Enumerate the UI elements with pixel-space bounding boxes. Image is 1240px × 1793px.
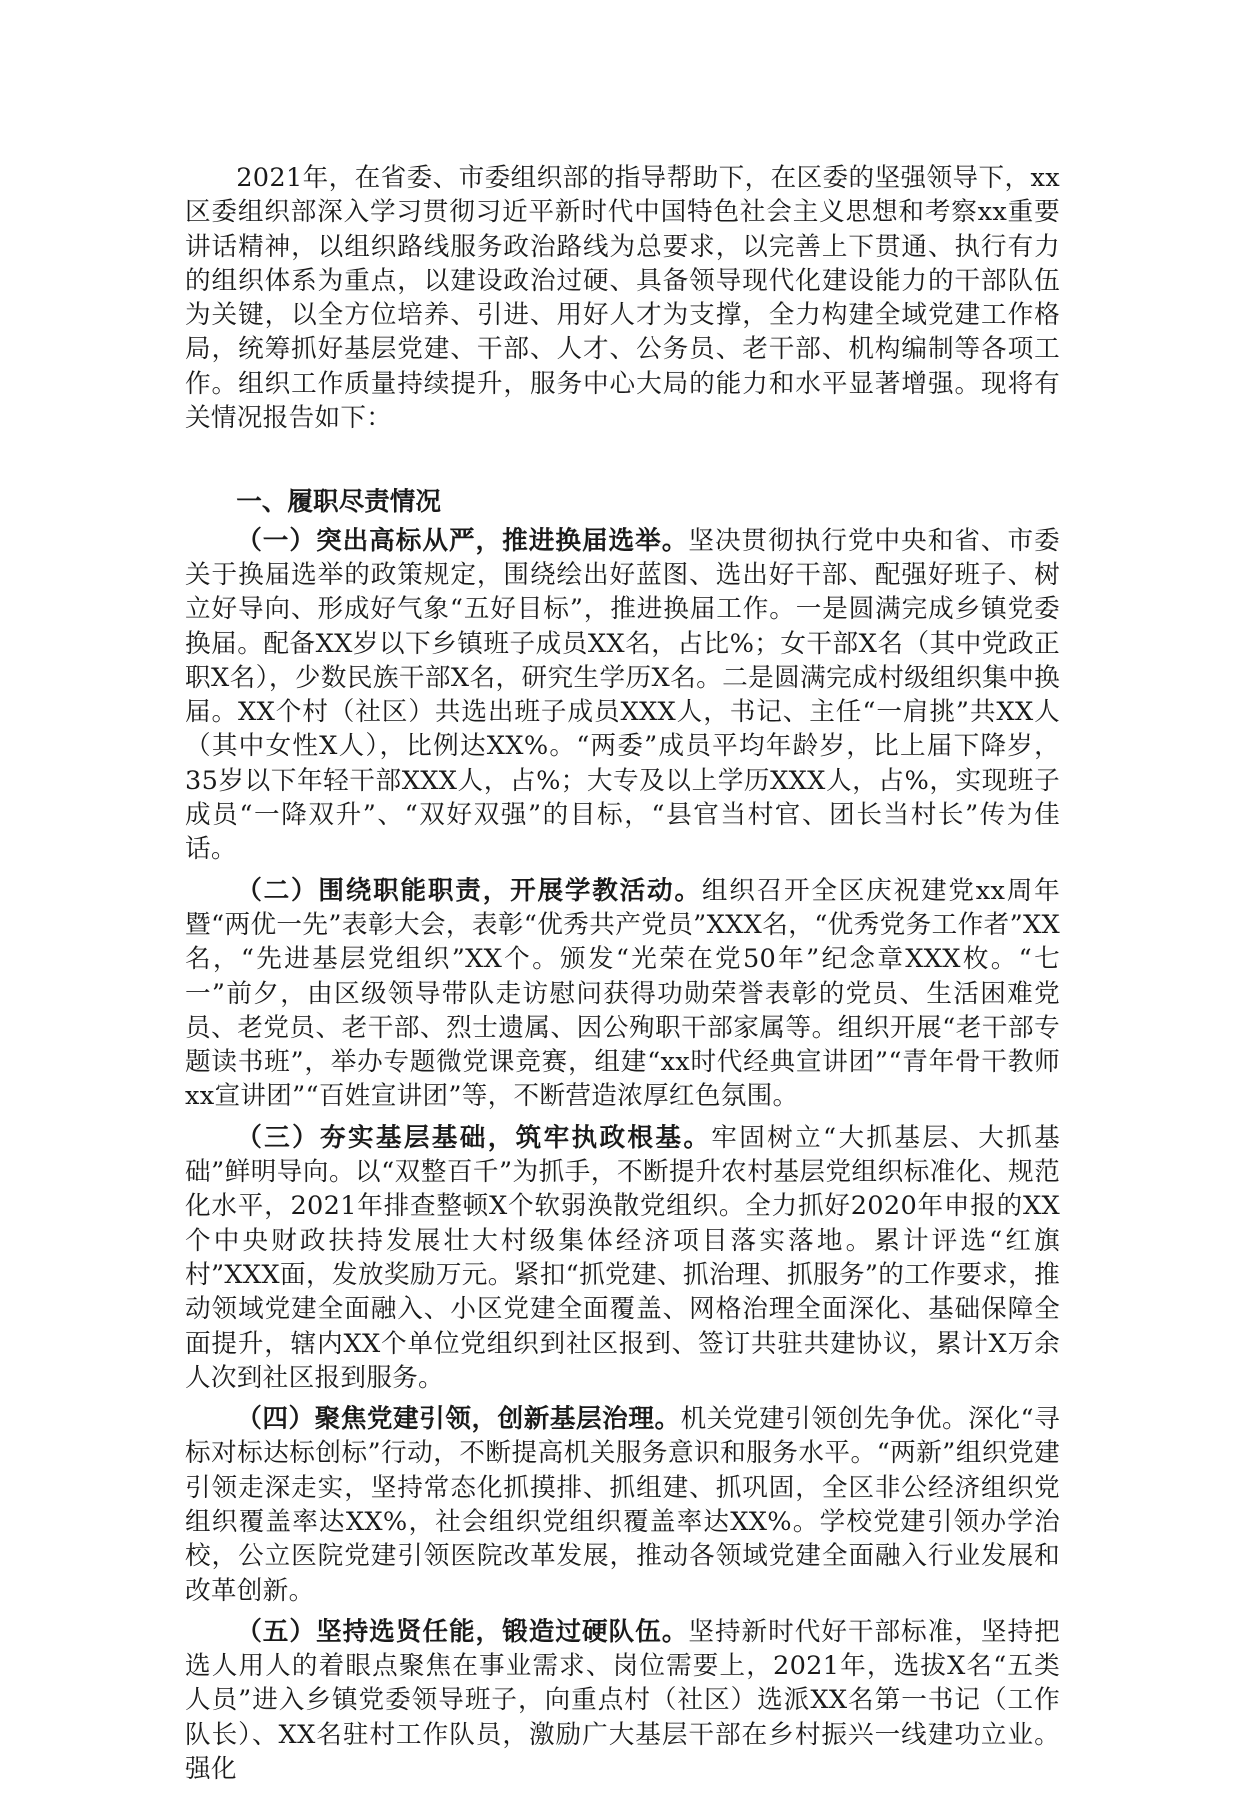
section-paragraph-5 <box>185 1615 1060 1786</box>
document-body <box>185 161 1060 1793</box>
section-paragraph-2 <box>185 874 1060 1114</box>
section-paragraph-3 <box>185 1121 1060 1395</box>
section-heading: 一、履职尽责情况 <box>236 487 441 518</box>
intro-paragraph: 2021年，在省委、市委组织部的指导帮助下，在区委的坚强领导下，xx区委组织部深入学习贯彻习近平新时代中国特色社会主义思想和考察xx重要讲话精神，以组织路线服务政治路线为总要求，以完善上下贯通、执行有力的组织体系为重点，以建设政治过硬、具备领导现代化建设能力的干部队伍为关键，以全方位培养、引进、用好人才为支撑，全力构建全域党建工作格局，统筹抓好基层党建、干部、人才、公务员、老干部、机构编制等各项工作。组织工作质量持续提升，服务中心大局的能力和水平显著增强。现将有关情况报告如下： <box>185 163 1060 434</box>
section-paragraph-4 <box>185 1402 1060 1608</box>
section-body-5: 坚持新时代好干部标准，坚持把选人用人的着眼点聚焦在事业需求、岗位需要上，2021年，选拔X名“五类人员”进入乡镇党委领导班子，向重点村（社区）选派XX名第一书记（工作队长）、XX名驻村工作队员，激励广大基层干部在乡村振兴一线建功立业。强化 <box>185 1616 1060 1785</box>
section-lead-1: （一）突出高标从严，推进换届选举。 <box>236 525 689 556</box>
section-paragraph-1 <box>185 524 1060 867</box>
section-lead-5: （五）坚持选贤任能，锻造过硬队伍。 <box>236 1616 689 1647</box>
section-lead-4: （四）聚焦党建引领，创新基层治理。 <box>236 1404 681 1435</box>
section-body-1: 坚决贯彻执行党中央和省、市委关于换届选举的政策规定，围绕绘出好蓝图、选出好干部、配强好班子、树立好导向、形成好气象“五好目标”，推进换届工作。一是圆满完成乡镇党委换届。配备XX岁以下乡镇班子成员XX名，占比%；女干部X名（其中党政正职X名），少数民族干部X名，研究生学历X名。二是圆满完成村级组织集中换届。XX个村（社区）共选出班子成员XXX人，书记、主任“一肩挑”共XX人（其中女性X人），比例达XX%。“两委”成员平均年龄岁，比上届下降岁，35岁以下年轻干部XXX人，占%；大专及以上学历XXX人，占%，实现班子成员“一降双升”、“双好双强”的目标，“县官当村官、团长当村长”传为佳话。 <box>185 525 1060 865</box>
section-lead-3: （三）夯实基层基础，筑牢执政根基。 <box>236 1122 712 1153</box>
section-lead-2: （二）围绕职能职责，开展学教活动。 <box>236 875 702 906</box>
section-body-3: 牢固树立“大抓基层、大抓基础”鲜明导向。以“双整百千”为抓手，不断提升农村基层党组织标准化、规范化水平，2021年排查整顿X个软弱涣散党组织。全力抓好2020年申报的XX个中央财政扶持发展壮大村级集体经济项目落实落地。累计评选“红旗村”XXX面，发放奖励万元。紧扣“抓党建、抓治理、抓服务”的工作要求，推动领域党建全面融入、小区党建全面覆盖、网格治理全面深化、基础保障全面提升，辖内XX个单位党组织到社区报到、签订共驻共建协议，累计X万余人次到社区报到服务。 <box>185 1122 1060 1393</box>
section-body-2: 组织召开全区庆祝建党xx周年暨“两优一先”表彰大会，表彰“优秀共产党员”XXX名，“优秀党务工作者”XX名，“先进基层党组织”XX个。颁发“光荣在党50年”纪念章XXX枚。“七一”前夕，由区级领导带队走访慰问获得功勋荣誉表彰的党员、生活困难党员、老党员、老干部、烈士遗属、因公殉职干部家属等。组织开展“老干部专题读书班”，举办专题微党课竞赛，组建“xx时代经典宣讲团”“青年骨干教师xx宣讲团”“百姓宣讲团”等，不断营造浓厚红色氛围。 <box>185 875 1060 1112</box>
section-body-4: 机关党建引领创先争优。深化“寻标对标达标创标”行动，不断提高机关服务意识和服务水平。“两新”组织党建引领走深走实，坚持常态化抓摸排、抓组建、抓巩固，全区非公经济组织党组织覆盖率达XX%，社会组织党组织覆盖率达XX%。学校党建引领办学治校，公立医院党建引领医院改革发展，推动各领域党建全面融入行业发展和改革创新。 <box>185 1404 1060 1606</box>
